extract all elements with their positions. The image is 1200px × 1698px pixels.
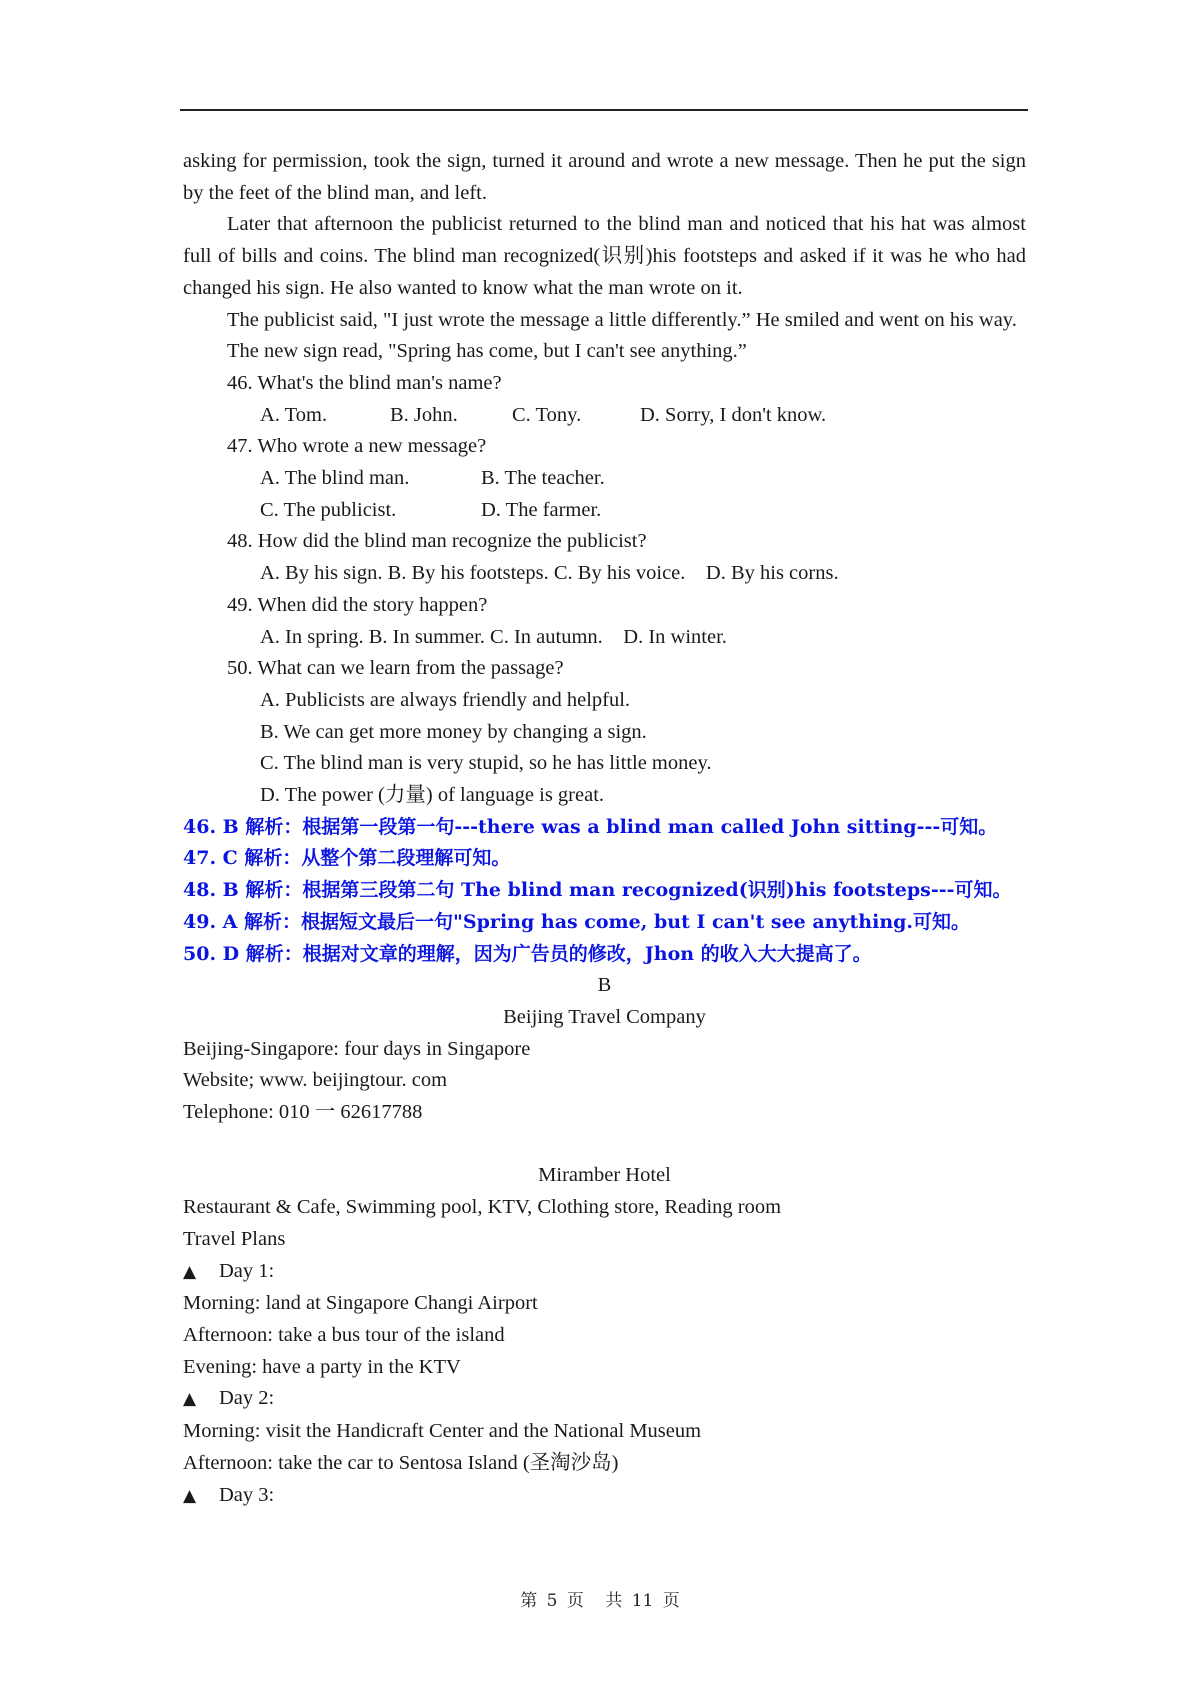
option-46-a: A. Tom. <box>260 403 328 426</box>
section-b-label: B <box>597 974 612 997</box>
option-47-c: C. The publicist. <box>260 498 397 521</box>
option-46-b: B. John. <box>390 403 458 426</box>
page-footer <box>0 1586 1200 1611</box>
day-1-morning: Morning: land at Singapore Changi Airport <box>183 1292 538 1315</box>
day-1-evening: Evening: have a party in the KTV <box>183 1355 461 1378</box>
day-2-heading <box>183 1383 1026 1416</box>
day-3-heading <box>183 1480 1026 1513</box>
option-46-d: D. Sorry, I don't know. <box>640 403 827 426</box>
day-1-label: Day 1: <box>219 1259 275 1282</box>
travel-plans-title: Travel Plans <box>183 1227 286 1250</box>
options-47-row-2 <box>183 495 1026 527</box>
option-46-c: C. Tony. <box>512 403 582 426</box>
route-line: Beijing-Singapore: four days in Singapore <box>183 1037 531 1060</box>
day-1-afternoon: Afternoon: take a bus tour of the island <box>183 1324 505 1346</box>
option-47-b: B. The teacher. <box>481 467 605 490</box>
footer-total-prefix: 共 <box>605 1591 623 1611</box>
option-50-a: A. Publicists are always friendly and helpful. <box>260 688 631 711</box>
footer-page-number: 5 <box>546 1591 558 1611</box>
question-48: 48. How did the blind man recognize the publicist? <box>227 530 647 553</box>
options-49: A. In spring. B. In summer. C. In autumn. D. In winter. <box>260 625 727 648</box>
hotel-name: Miramber Hotel <box>538 1164 671 1187</box>
triangle-bullet-icon: ▲ <box>183 1261 197 1282</box>
answer-48: 48. B 解析：根据第三段第二句 The blind man recognized(识别)his footsteps---可知。 <box>183 879 1012 902</box>
question-47: 47. Who wrote a new message? <box>227 435 487 458</box>
options-48: A. By his sign. B. By his footsteps. C. By his voice. D. By his corns. <box>260 562 839 585</box>
day-2-afternoon: Afternoon: take the car to Sentosa Island (圣淘沙岛) <box>183 1451 619 1474</box>
triangle-bullet-icon: ▲ <box>183 1485 197 1506</box>
telephone-line: Telephone: 010 一 62617788 <box>183 1101 423 1124</box>
day-1-heading <box>183 1256 1026 1289</box>
answer-50: 50. D 解析：根据对文章的理解，因为广告员的修改，Jhon 的收入大大提高了。 <box>183 942 872 965</box>
question-46: 46. What's the blind man's name? <box>227 371 502 394</box>
option-50-b: B. We can get more money by changing a sign. <box>260 720 647 743</box>
option-50-d: D. The power (力量) of language is great. <box>260 784 605 807</box>
answer-47: 47. C 解析：从整个第二段理解可知。 <box>183 847 511 870</box>
website-line: Website; www. beijingtour. com <box>183 1069 448 1092</box>
blank-line <box>183 1129 1026 1161</box>
passage-line-2: Later that afternoon the publicist returned to the blind man and noticed that his hat was almost full of bills and coins. The blind man recognized(识别)his footsteps and asked if it was he who had changed his sign. He also wanted to know what the man wrote on it. <box>183 213 1026 299</box>
passage-line-1: asking for permission, took the sign, turned it around and wrote a new message. Then he put the sign by the feet of the blind man, and left. <box>183 150 1026 204</box>
answer-49: 49. A 解析：根据短文最后一句"Spring has come, but I can't see anything.可知。 <box>183 910 971 933</box>
day-2-label: Day 2: <box>219 1387 275 1410</box>
question-49: 49. When did the story happen? <box>227 593 488 616</box>
footer-total-pages: 11 <box>631 1591 654 1611</box>
triangle-bullet-icon: ▲ <box>183 1389 197 1410</box>
options-47-row-1 <box>183 463 1026 495</box>
option-47-a: A. The blind man. <box>260 467 410 490</box>
footer-prefix: 第 <box>520 1591 538 1611</box>
day-3-label: Day 3: <box>219 1483 275 1506</box>
header-rule <box>180 109 1028 111</box>
passage-line-4: The new sign read, "Spring has come, but I can't see anything.” <box>227 340 747 363</box>
option-50-c: C. The blind man is very stupid, so he has little money. <box>260 752 712 775</box>
page-content <box>183 146 1026 1512</box>
passage-line-3: The publicist said, "I just wrote the message a little differently.” He smiled and went on his way. <box>227 308 1017 331</box>
day-2-morning: Morning: visit the Handicraft Center and the National Museum <box>183 1420 702 1443</box>
company-name: Beijing Travel Company <box>503 1005 706 1028</box>
options-46 <box>183 400 1026 432</box>
question-50: 50. What can we learn from the passage? <box>227 657 564 680</box>
facilities-line: Restaurant & Cafe, Swimming pool, KTV, Clothing store, Reading room <box>183 1196 782 1219</box>
footer-page-unit: 页 <box>566 1591 584 1611</box>
answer-46: 46. B 解析：根据第一段第一句---there was a blind man called John sitting---可知。 <box>183 815 998 838</box>
footer-total-unit: 页 <box>662 1591 680 1611</box>
option-47-d: D. The farmer. <box>481 498 602 521</box>
